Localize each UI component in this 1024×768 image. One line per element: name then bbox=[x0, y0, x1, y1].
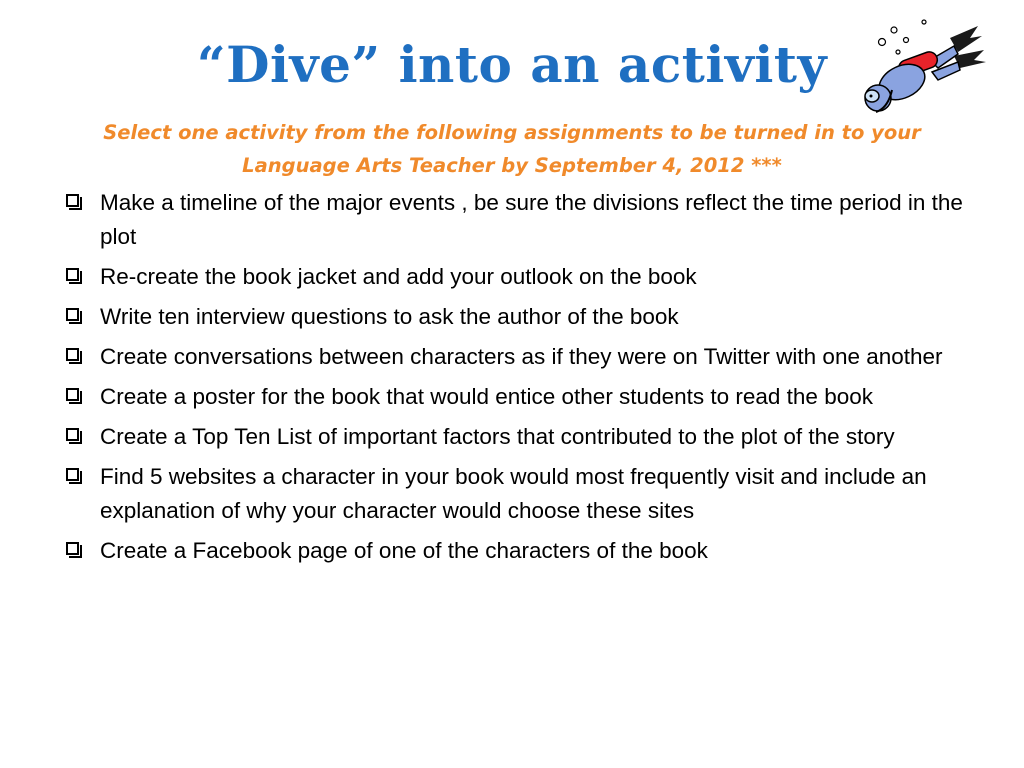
list-item bbox=[66, 460, 976, 528]
list-item bbox=[66, 300, 976, 334]
list-item-text: Create a Facebook page of one of the characters of the book bbox=[100, 538, 708, 563]
list-item bbox=[66, 340, 976, 374]
list-item-text: Create conversations between characters as if they were on Twitter with one another bbox=[100, 344, 943, 369]
checkbox-bullet-icon bbox=[66, 268, 79, 281]
slide-subtitle: Select one activity from the following assignments to be turned in to your Language Arts Teacher by September 4, 2012 *** bbox=[103, 121, 921, 177]
list-item-text: Find 5 websites a character in your book would most frequently visit and include an explanation of why your character would choose these sites bbox=[100, 464, 927, 523]
checkbox-bullet-icon bbox=[66, 388, 79, 401]
list-item bbox=[66, 186, 976, 254]
list-item bbox=[66, 380, 976, 414]
checkbox-bullet-icon bbox=[66, 194, 79, 207]
list-item-text: Write ten interview questions to ask the author of the book bbox=[100, 304, 679, 329]
list-item bbox=[66, 260, 976, 294]
slide-title-text: “Dive” into an activity bbox=[196, 35, 828, 94]
list-item bbox=[66, 534, 976, 568]
checkbox-bullet-icon bbox=[66, 348, 79, 361]
list-item-text: Re-create the book jacket and add your outlook on the book bbox=[100, 264, 697, 289]
activity-list bbox=[66, 186, 976, 574]
list-item-text: Create a Top Ten List of important factors that contributed to the plot of the story bbox=[100, 424, 895, 449]
checkbox-bullet-icon bbox=[66, 428, 79, 441]
list-item-text: Create a poster for the book that would entice other students to read the book bbox=[100, 384, 873, 409]
list-item bbox=[66, 420, 976, 454]
checkbox-bullet-icon bbox=[66, 542, 79, 555]
checkbox-bullet-icon bbox=[66, 468, 79, 481]
checkbox-bullet-icon bbox=[66, 308, 79, 321]
list-item-text: Make a timeline of the major events , be sure the divisions reflect the time period in the plot bbox=[100, 190, 963, 249]
scuba-diver-icon bbox=[858, 16, 988, 116]
